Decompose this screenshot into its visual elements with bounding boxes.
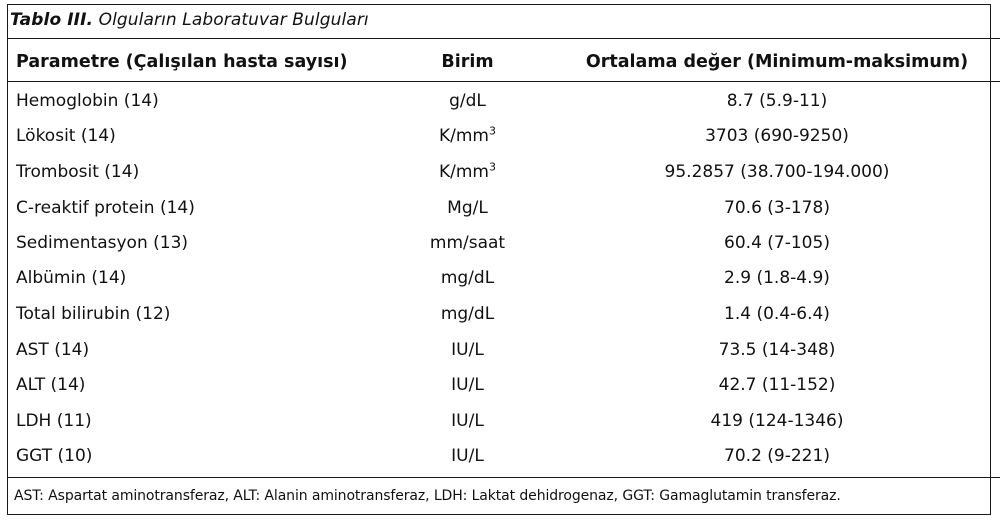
header-divider: [7, 81, 1000, 82]
row-unit: [355, 411, 580, 431]
row-value: 60.4 (7-105): [724, 233, 830, 253]
row-value: 42.7 (11-152): [718, 375, 836, 395]
row-unit: [355, 340, 580, 360]
row-parameter: Sedimentasyon (13): [16, 233, 189, 253]
row-parameter: LDH (11): [16, 411, 92, 431]
row-unit-text: mg/dL: [440, 268, 495, 288]
row-parameter: Albümin (14): [16, 268, 127, 288]
row-value: 70.6 (3-178): [724, 198, 830, 218]
row-parameter: C-reaktif protein (14): [16, 198, 195, 218]
row-unit: [355, 268, 580, 288]
row-unit: [355, 126, 580, 146]
header-parameter: Parametre (Çalışılan hasta sayısı): [16, 52, 348, 72]
row-unit-sup: 3: [489, 124, 496, 138]
row-value: 419 (124-1346): [710, 411, 844, 431]
row-unit-text: IU/L: [451, 340, 484, 360]
caption-label: Tablo III.: [10, 10, 94, 30]
row-parameter: ALT (14): [16, 375, 86, 395]
row-value: 3703 (690-9250): [705, 126, 849, 146]
row-unit: [355, 446, 580, 466]
row-unit: [355, 91, 580, 111]
header-value: Ortalama değer (Minimum-maksimum): [585, 52, 969, 72]
row-unit-text: mm/saat: [429, 233, 506, 253]
header-unit: Birim: [441, 52, 494, 72]
row-unit-sup: 3: [489, 160, 496, 174]
row-unit: [355, 198, 580, 218]
row-unit-text: IU/L: [451, 375, 484, 395]
row-unit-text: g/dL: [449, 91, 486, 111]
row-value: 95.2857 (38.700-194.000): [664, 162, 890, 182]
row-unit-text: K/mm: [439, 126, 489, 146]
row-value: 8.7 (5.9-11): [726, 91, 828, 111]
table-caption: [10, 10, 369, 30]
footnote: AST: Aspartat aminotransferaz, ALT: Alanin aminotransferaz, LDH: Laktat dehidrogenaz, GGT: Gamaglutamin transferaz.: [14, 488, 841, 504]
row-value: 70.2 (9-221): [724, 446, 830, 466]
row-value: 1.4 (0.4-6.4): [724, 304, 830, 324]
row-unit: [355, 162, 580, 182]
row-unit-text: mg/dL: [440, 304, 495, 324]
row-unit-text: Mg/L: [447, 198, 488, 218]
row-parameter: AST (14): [16, 340, 90, 360]
row-parameter: Lökosit (14): [16, 126, 116, 146]
row-value: 2.9 (1.8-4.9): [724, 268, 830, 288]
row-unit: [355, 375, 580, 395]
row-unit-text: IU/L: [451, 411, 484, 431]
row-unit: [355, 304, 580, 324]
row-parameter: Hemoglobin (14): [16, 91, 159, 111]
row-parameter: Trombosit (14): [16, 162, 140, 182]
row-unit-text: K/mm: [439, 162, 489, 182]
row-unit: [355, 233, 580, 253]
row-unit-text: IU/L: [451, 446, 484, 466]
row-value: 73.5 (14-348): [718, 340, 836, 360]
row-parameter: GGT (10): [16, 446, 93, 466]
row-parameter: Total bilirubin (12): [16, 304, 171, 324]
footnote-divider: [7, 477, 1000, 478]
caption-title: Olguların Laboratuvar Bulguları: [93, 10, 369, 30]
caption-divider: [7, 38, 1000, 39]
